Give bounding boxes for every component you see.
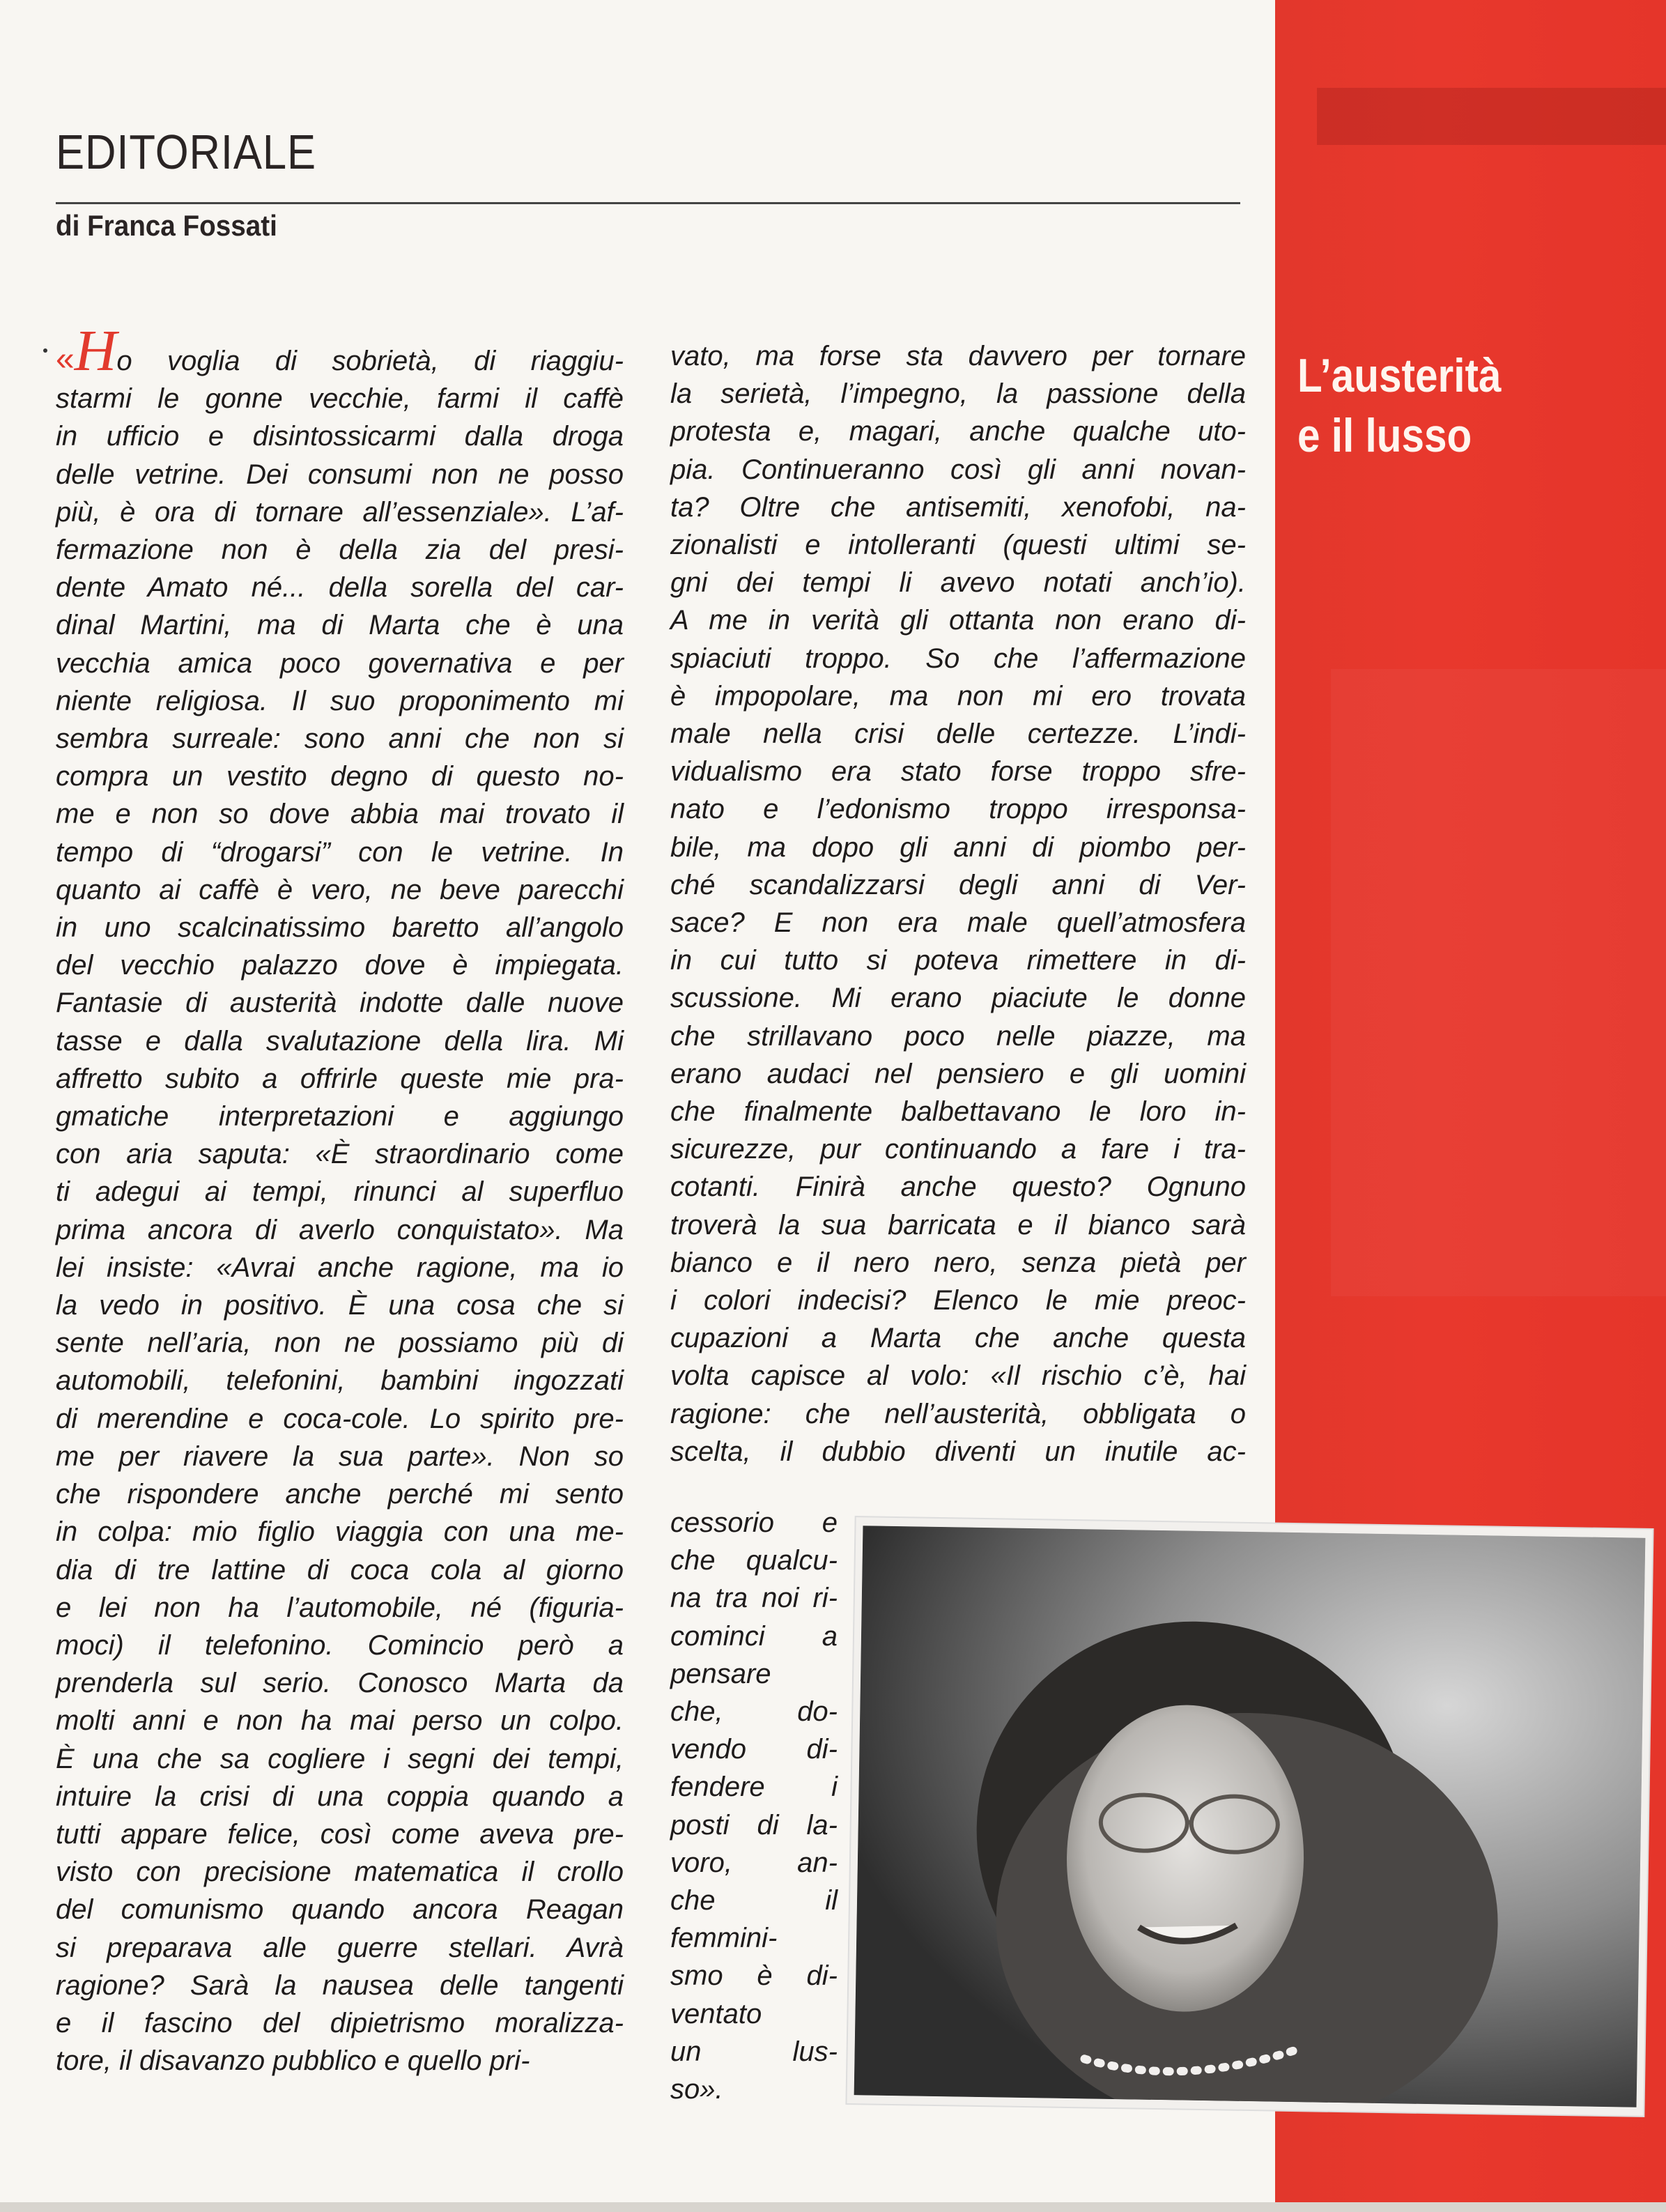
text-line: cominci a — [670, 1620, 838, 1652]
text-line: è impopolare, ma non mi ero trovata — [670, 680, 1246, 712]
text-line: che strillavano poco nelle piazze, ma — [670, 1020, 1246, 1052]
text-line: vecchia amica poco governativa e per — [56, 647, 624, 679]
text-line: più, è ora di tornare all’essenziale». L’af- — [56, 496, 624, 528]
text-line: e il fascino del dipietrismo moralizza- — [56, 2007, 624, 2038]
text-line: del comunismo quando ancora Reagan — [56, 1894, 624, 1926]
text-line: sace? E non era male quell’atmosfera — [670, 907, 1246, 939]
text-line: visto con precisione matematica il crollo — [56, 1857, 624, 1888]
text-line-body: o voglia di sobrietà, di riaggiu- — [116, 346, 624, 376]
text-line: tempo di “drogarsi” con le vetrine. In — [56, 836, 624, 868]
text-line: posti di la- — [670, 1809, 838, 1841]
opening-quote-mark: « — [56, 341, 75, 378]
text-line: molti anni e non ha mai perso un colpo. — [56, 1705, 624, 1737]
author-photo-image — [854, 1526, 1646, 2107]
text-line: con aria saputa: «È straordinario come — [56, 1139, 624, 1170]
text-line: ché scandalizzarsi degli anni di Ver- — [670, 869, 1246, 900]
text-line: moci) il telefonino. Comincio però a — [56, 1629, 624, 1661]
text-line: dente Amato né... della sorella del car- — [56, 572, 624, 604]
text-line: la serietà, l’impegno, la passione della — [670, 378, 1246, 410]
text-line: che il — [670, 1885, 838, 1917]
stray-dot — [43, 348, 47, 353]
text-line: compra un vestito degno di questo no- — [56, 761, 624, 792]
page-bottom-edge — [0, 2202, 1666, 2212]
text-line: pia. Continueranno così gli anni novan- — [670, 454, 1246, 485]
text-line: scelta, il dubbio diventi un inutile ac- — [670, 1436, 1246, 1467]
text-line: dinal Martini, ma di Marta che è una — [56, 610, 624, 641]
text-line: dia di tre lattine di coca cola al giorno — [56, 1554, 624, 1585]
text-line: bile, ma dopo gli anni di piombo per- — [670, 831, 1246, 863]
text-line: tasse e dalla svalutazione della lira. Mi — [56, 1025, 624, 1057]
text-line: in colpa: mio figlio viaggia con una me- — [56, 1516, 624, 1548]
drop-cap: H — [74, 318, 117, 383]
text-line: spiaciuti troppo. So che l’affermazione — [670, 643, 1246, 674]
text-line: che rispondere anche perché mi sento — [56, 1479, 624, 1510]
text-line: cotanti. Finirà anche questo? Ognuno — [670, 1172, 1246, 1203]
text-line: delle vetrine. Dei consumi non ne posso — [56, 459, 624, 490]
text-line: starmi le gonne vecchie, farmi il caffè — [56, 383, 624, 415]
show-through-area — [1331, 669, 1666, 1296]
section-label: EDITORIALE — [56, 125, 316, 179]
text-line: sicurezze, pur continuando a fare i tra- — [670, 1134, 1246, 1165]
text-line: erano audaci nel pensiero e gli uomini — [670, 1058, 1246, 1089]
text-line: fendere i — [670, 1772, 838, 1803]
text-line: na tra noi ri- — [670, 1583, 838, 1614]
text-line: che finalmente balbettavano le loro in- — [670, 1096, 1246, 1128]
text-line: troverà la sua barricata e il bianco sarà — [670, 1209, 1246, 1241]
text-line: zionalisti e intolleranti (questi ultimi se- — [670, 530, 1246, 561]
text-line: che, do- — [670, 1696, 838, 1728]
text-line: quanto ai caffè è vero, ne beve parecchi — [56, 874, 624, 905]
text-line: pensare — [670, 1658, 771, 1689]
show-through-strip — [1317, 88, 1666, 145]
article-column-left — [56, 318, 624, 2080]
text-line: smo è di- — [670, 1960, 838, 1992]
text-line: fermazione non è della zia del presi- — [56, 535, 624, 566]
editorial-title-line-2: e il lusso — [1297, 409, 1472, 462]
author-photo — [847, 1517, 1652, 2116]
editorial-title-line-1: L’austerità — [1297, 349, 1502, 402]
byline: di Franca Fossati — [56, 209, 277, 242]
text-line: prima ancora di averlo conquistato». Ma — [56, 1214, 624, 1245]
text-line: cupazioni a Marta che anche questa — [670, 1323, 1246, 1354]
portrait-illustration — [854, 1526, 1646, 2107]
text-line: gmatiche interpretazioni e aggiungo — [56, 1101, 624, 1132]
header-rule — [56, 202, 1240, 204]
text-line: tutti appare felice, così come aveva pre- — [56, 1818, 624, 1850]
text-line: scussione. Mi erano piaciute le donne — [670, 983, 1246, 1014]
text-line: ragione? Sarà la nausea delle tangenti — [56, 1969, 624, 2001]
article-column-narrow — [670, 1504, 838, 2108]
editorial-title — [1297, 346, 1561, 466]
text-line: protesta e, magari, anche qualche uto- — [670, 416, 1246, 447]
text-line: che qualcu- — [670, 1545, 838, 1576]
text-line: gni dei tempi li avevo notati anch’io). — [670, 567, 1246, 599]
text-line: prenderla sul serio. Conosco Marta da — [56, 1668, 624, 1699]
text-line: Fantasie di austerità indotte dalle nuove — [56, 988, 624, 1019]
text-line: nato e l’edonismo troppo irresponsa- — [670, 794, 1246, 825]
text-line: so». — [670, 2074, 723, 2105]
text-line: in uno scalcinatissimo baretto all’angolo — [56, 912, 624, 944]
text-line: me e non so dove abbia mai trovato il — [56, 799, 624, 830]
text-line: vato, ma forse sta davvero per tornare — [670, 341, 1246, 371]
text-line: me per riavere la sua parte». Non so — [56, 1441, 624, 1472]
text-line: È una che sa cogliere i segni dei tempi, — [56, 1743, 624, 1774]
text-line: la vedo in positivo. È una cosa che si — [56, 1290, 624, 1321]
text-line: tore, il disavanzo pubblico e quello pri- — [56, 2045, 530, 2077]
text-line: sembra surreale: sono anni che non si — [56, 723, 624, 755]
text-line: femmini- — [670, 1923, 778, 1954]
text-line: in cui tutto si poteva rimettere in di- — [670, 945, 1246, 976]
text-line: in ufficio e disintossicarmi dalla droga — [56, 421, 624, 452]
text-line: ragione: che nell’austerità, obbligata o — [670, 1398, 1246, 1429]
text-line: volta capisce al volo: «Il rischio c’è, hai — [670, 1360, 1246, 1392]
text-line: bianco e il nero nero, senza pietà per — [670, 1247, 1246, 1278]
text-line: niente religiosa. Il suo proponimento mi — [56, 685, 624, 716]
text-line: lei insiste: «Avrai anche ragione, ma io — [56, 1252, 624, 1283]
text-line: ventato — [670, 1998, 762, 2029]
text-line: male nella crisi delle certezze. L’indi- — [670, 719, 1246, 750]
text-line: di merendine e coca-cole. Lo spirito pre- — [56, 1403, 624, 1434]
text-line: si preparava alle guerre stellari. Avrà — [56, 1932, 624, 1963]
text-line: cessorio e — [670, 1507, 838, 1538]
text-line: vidualismo era stato forse troppo sfre- — [670, 756, 1246, 788]
text-line: un lus- — [670, 2036, 838, 2067]
text-line: intuire la crisi di una coppia quando a — [56, 1781, 624, 1812]
text-line: A me in verità gli ottanta non erano di- — [670, 605, 1246, 636]
text-line: voro, an- — [670, 1847, 838, 1878]
text-line: automobili, telefonini, bambini ingozzati — [56, 1365, 624, 1397]
text-line — [56, 318, 624, 383]
text-line: sente nell’aria, non ne possiamo più di — [56, 1328, 624, 1359]
text-line: affretto subito a offrirle queste mie pra- — [56, 1063, 624, 1094]
text-line: ti adegui ai tempi, rinunci al superfluo — [56, 1176, 624, 1208]
text-line: i colori indecisi? Elenco le mie preoc- — [670, 1285, 1246, 1316]
text-line: del vecchio palazzo dove è impiegata. — [56, 950, 624, 981]
article-column-right — [670, 337, 1246, 1470]
text-line: ta? Oltre che antisemiti, xenofobi, na- — [670, 491, 1246, 523]
text-line: e lei non ha l’automobile, né (figuria- — [56, 1592, 624, 1623]
text-line: vendo di- — [670, 1734, 838, 1765]
